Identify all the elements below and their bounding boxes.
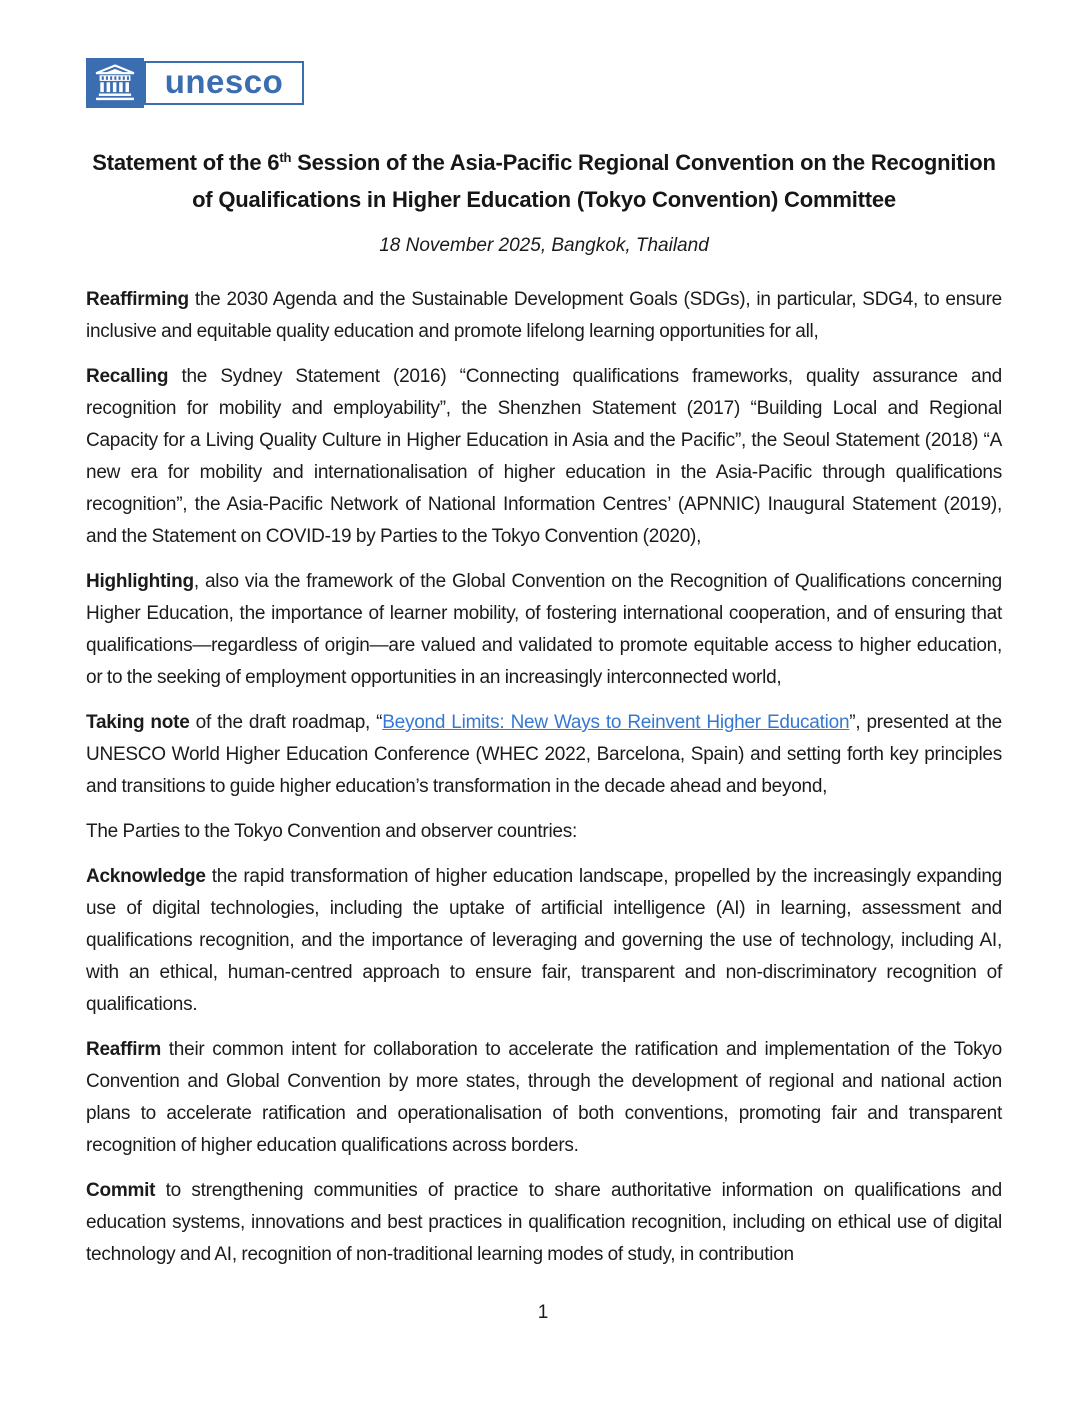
paragraph-highlighting xyxy=(86,566,1002,694)
lead-word: Reaffirming xyxy=(86,289,189,310)
document-title xyxy=(86,144,1002,218)
title-text-pre: Statement of the 6 xyxy=(92,150,280,175)
paragraph-reaffirming xyxy=(86,284,1002,348)
lead-word: Taking note xyxy=(86,712,190,733)
paragraph-taking-note xyxy=(86,707,1002,803)
lead-word: Acknowledge xyxy=(86,866,206,887)
paragraph-text: to strengthening communities of practice to share authoritative information on qualifications and education systems, innovations and best practices in qualification recognition, including on ethical use of digital technology and AI, recognition of non-traditional learning modes of study, in contribution xyxy=(86,1180,1002,1265)
paragraph-text: , also via the framework of the Global Convention on the Recognition of Qualifications concerning Higher Education, the importance of learner mobility, of fostering international cooperation, and of ensuring that qualifications—regardless of origin—are valued and validated to promote equitable access to higher education, or to the seeking of employment opportunities in an increasingly interconnected world, xyxy=(86,571,1002,688)
paragraph-text: their common intent for collaboration to accelerate the ratification and implementation of the Tokyo Convention and Global Convention by more states, through the development of regional and national action plans to accelerate ratification and operationalisation of both conventions, promoting fair and transparent recognition of higher education qualifications across borders. xyxy=(86,1039,1002,1156)
paragraph-text: the rapid transformation of higher education landscape, propelled by the increasingly expanding use of digital technologies, including the uptake of artificial intelligence (AI) in learning, assessment and qualifications recognition, and the importance of leveraging and governing the use of technology, including AI, with an ethical, human-centred approach to ensure fair, transparent and non-discriminatory recognition of qualifications. xyxy=(86,866,1002,1015)
beyond-limits-link[interactable]: Beyond Limits: New Ways to Reinvent Higher Education xyxy=(382,712,850,733)
unesco-logo xyxy=(86,58,1002,108)
lead-word: Recalling xyxy=(86,366,169,387)
paragraph-commit xyxy=(86,1175,1002,1271)
lead-word: Commit xyxy=(86,1180,156,1201)
unesco-wordmark-box xyxy=(144,61,304,105)
paragraph-text: the Sydney Statement (2016) “Connecting qualifications frameworks, quality assurance and recognition for mobility and employability”, the Shenzhen Statement (2017) “Building Local and Regional Capacity for a Living Quality Culture in Higher Education in Asia and the Pacific”, the Seoul Statement (2018) “A new era for mobility and internationalisation of higher education in the Asia-Pacific through qualifications recognition”, the Asia-Pacific Network of National Information Centres’ (APNNIC) Inaugural Statement (2019), and the Statement on COVID-19 by Parties to the Tokyo Convention (2020), xyxy=(86,366,1002,547)
document-body xyxy=(86,284,1002,1271)
lead-word: Highlighting xyxy=(86,571,194,592)
paragraph-text: the 2030 Agenda and the Sustainable Development Goals (SDGs), in particular, SDG4, to ensure inclusive and equitable quality education and promote lifelong learning opportunities for all, xyxy=(86,289,1002,342)
paragraph-text: ”, presented at the UNESCO World Higher Education Conference (WHEC 2022, Barcelona, Spain) and setting forth key principles and transitions to guide higher education’s transformation in the decade ahead and beyond, xyxy=(86,712,1002,797)
paragraph-text: of the draft roadmap, “ xyxy=(189,712,383,733)
title-text-post: Session of the Asia-Pacific Regional Convention on the Recognition of Qualifications in Higher Education (Tokyo Convention) Committee xyxy=(192,150,996,212)
unesco-temple-icon xyxy=(86,58,144,108)
lead-word: Reaffirm xyxy=(86,1039,162,1060)
document-date: 18 November 2025, Bangkok, Thailand xyxy=(379,235,709,256)
page-number: 1 xyxy=(537,1302,549,1323)
unesco-wordmark: unesco xyxy=(164,62,284,100)
paragraph-reaffirm xyxy=(86,1034,1002,1162)
title-superscript: th xyxy=(279,150,292,165)
paragraph-parties-intro xyxy=(86,816,1002,848)
paragraph-acknowledge xyxy=(86,861,1002,1021)
paragraph-recalling xyxy=(86,361,1002,553)
paragraph-text: The Parties to the Tokyo Convention and observer countries: xyxy=(86,821,578,842)
